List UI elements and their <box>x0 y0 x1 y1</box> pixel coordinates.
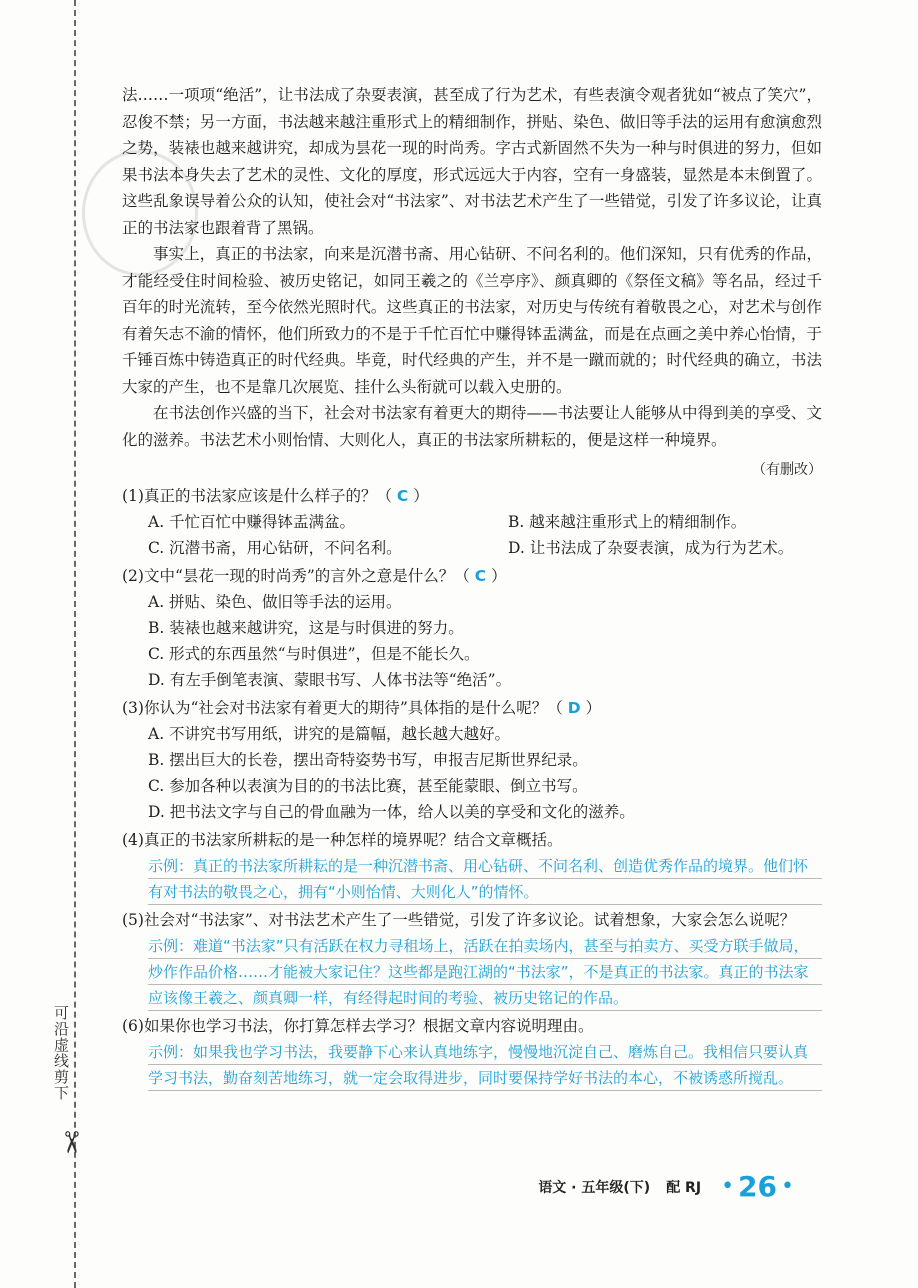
question-5 <box>122 907 822 1011</box>
question-stem: (6)如果你也学习书法，你打算怎样去学习？根据文章内容说明理由。 <box>122 1017 594 1035</box>
cut-line <box>74 0 76 1288</box>
source-note: （有删改） <box>752 462 822 478</box>
answer-choice: C <box>474 567 487 585</box>
option-d: D. 让书法成了杂耍表演，成为行为艺术。 <box>508 539 794 557</box>
option-d: D. 把书法文字与自己的骨血融为一体，给人以美的享受和文化的滋养。 <box>148 803 635 821</box>
answer-choice: C <box>396 487 409 505</box>
page-number: 26 <box>738 1170 778 1203</box>
passage-paragraph-3: 在书法创作兴盛的当下，社会对书法家有着更大的期待——书法要让人能够从中得到美的享受、文化的滋养。书法艺术小则怡情、大则化人，真正的书法家所耕耘的，便是这样一种境界。 <box>122 404 822 449</box>
written-answer: 示例：难道“书法家”只有活跃在权力寻租场上，活跃在拍卖场内，甚至与拍卖方、买受方联手做局，炒作作品价格……才能被大家记住？这些都是跑江湖的“书法家”，不是真正的书法家。真正的书法家应该像王羲之、颜真卿一样，有经得起时间的考验、被历史铭记的作品。 <box>148 933 822 1011</box>
question-stem: (1)真正的书法家应该是什么样子的？（ <box>122 487 392 505</box>
options <box>148 509 822 561</box>
written-answer: 示例：真正的书法家所耕耘的是一种沉潜书斋、用心钻研、不问名利、创造优秀作品的境界。他们怀有对书法的敬畏之心，拥有“小则怡情、大则化人”的情怀。 <box>148 853 822 905</box>
option-c: C. 参加各种以表演为目的的书法比赛，甚至能蒙眼、倒立书写。 <box>148 777 588 795</box>
option-d: D. 有左手倒笔表演、蒙眼书写、人体书法等“绝活”。 <box>148 671 512 689</box>
option-a: A. 拼贴、染色、做旧等手法的运用。 <box>148 593 402 611</box>
question-stem: (4)真正的书法家所耕耘的是一种怎样的境界呢？结合文章概括。 <box>122 831 563 849</box>
passage-paragraph-2: 事实上，真正的书法家，向来是沉潜书斋、用心钻研、不问名利的。他们深知，只有优秀的作品，才能经受住时间检验、被历史铭记，如同王羲之的《兰亭序》、颜真卿的《祭侄文稿》等名品，经过千百年的时光流转，至今依然光照时代。这些真正的书法家，对历史与传统有着敬畏之心，对艺术与创作有着矢志不渝的情怀，他们所致力的不是于千忙百忙中赚得钵盂满盆，而是在点画之美中养心怡情，于千锤百炼中铸造真正的时代经典。毕竟，时代经典的产生，并不是一蹴而就的；时代经典的确立，书法大家的产生，也不是靠几次展览、挂什么头衔就可以载入史册的。 <box>122 245 822 396</box>
question-1: (1)真正的书法家应该是什么样子的？（ C ） A. 千忙百忙中赚得钵盂满盆。 B. 越来越注重形式上的精细制作。 C. 沉潜书斋，用心钻研，不问名利。 D. 让书法成了杂耍表演，成为行为艺术。 <box>122 483 822 561</box>
question-stem: (3)你认为“社会对书法家有着更大的期待”具体指的是什么呢？（ <box>122 699 563 717</box>
question-stem: (2)文中“昙花一现的时尚秀”的言外之意是什么？（ <box>122 567 470 585</box>
passage-paragraph-1: 法……一项项“绝活”，让书法成了杂耍表演，甚至成了行为艺术，有些表演令观者犹如“被点了笑穴”，忍俊不禁；另一方面，书法越来越注重形式上的精细制作，拼贴、染色、做旧等手法的运用有愈演愈烈之势，装裱也越来越讲究，却成为昙花一现的时尚秀。字古式新固然不失为一种与时俱进的努力，但如果书法本身失去了艺术的灵性、文化的厚度，形式远远大于内容，空有一身盛装，显然是本末倒置了。这些乱象误导着公众的认知，使社会对“书法家”、对书法艺术产生了一些错觉，引发了许多议论，让真正的书法家也跟着背了黑锅。 <box>122 86 822 237</box>
options <box>148 589 822 693</box>
option-a: A. 不讲究书写用纸，讲究的是篇幅，越长越大越好。 <box>148 725 511 743</box>
page-content <box>122 82 822 1091</box>
option-c: C. 形式的东西虽然“与时俱进”，但是不能长久。 <box>148 645 480 663</box>
page-dot-right: • <box>781 1174 794 1199</box>
cut-instruction: 可沿虚线剪下 <box>52 1005 70 1101</box>
written-answer: 示例：如果我也学习书法，我要静下心来认真地练字，慢慢地沉淀自己、磨炼自己。我相信只要认真学习书法，勤奋刻苦地练习，就一定会取得进步，同时要保持学好书法的本心，不被诱惑所搅乱。 <box>148 1039 822 1091</box>
page-footer <box>538 1170 798 1203</box>
option-b: B. 越来越注重形式上的精细制作。 <box>508 513 747 531</box>
option-b: B. 摆出巨大的长卷，摆出奇特姿势书写，申报吉尼斯世界纪录。 <box>148 751 588 769</box>
page-dot-left: • <box>721 1174 735 1199</box>
question-4 <box>122 827 822 905</box>
option-b: B. 装裱也越来越讲究，这是与时俱进的努力。 <box>148 619 464 637</box>
options <box>148 721 822 825</box>
edition-label: 配 RJ <box>666 1179 702 1196</box>
question-stem: (5)社会对“书法家”、对书法艺术产生了一些错觉，引发了许多议论。试着想象，大家会怎么说呢？ <box>122 911 796 929</box>
question-2: (2)文中“昙花一现的时尚秀”的言外之意是什么？（ C ） A. 拼贴、染色、做旧等手法的运用。 B. 装裱也越来越讲究，这是与时俱进的努力。 C. 形式的东西虽然“与时俱进”，但是不能长久。 D. 有左手倒笔表演、蒙眼书写、人体书法等“绝活”。 <box>122 563 822 693</box>
scissors-icon: ✂ <box>53 1129 89 1156</box>
option-a: A. 千忙百忙中赚得钵盂满盆。 <box>148 513 356 531</box>
question-6 <box>122 1013 822 1091</box>
reading-passage <box>122 82 822 453</box>
answer-choice: D <box>567 699 581 717</box>
subject-label: 语文 · 五年级(下) <box>538 1179 651 1196</box>
question-3: (3)你认为“社会对书法家有着更大的期待”具体指的是什么呢？（ D ） A. 不讲究书写用纸，讲究的是篇幅，越长越大越好。 B. 摆出巨大的长卷，摆出奇特姿势书写，申报吉尼斯世界纪录。 C. 参加各种以表演为目的的书法比赛，甚至能蒙眼、倒立书写。 D. 把书法文字与自己的骨血融为一体，给人以美的享受和文化的滋养。 <box>122 695 822 825</box>
option-c: C. 沉潜书斋，用心钻研，不问名利。 <box>148 539 402 557</box>
